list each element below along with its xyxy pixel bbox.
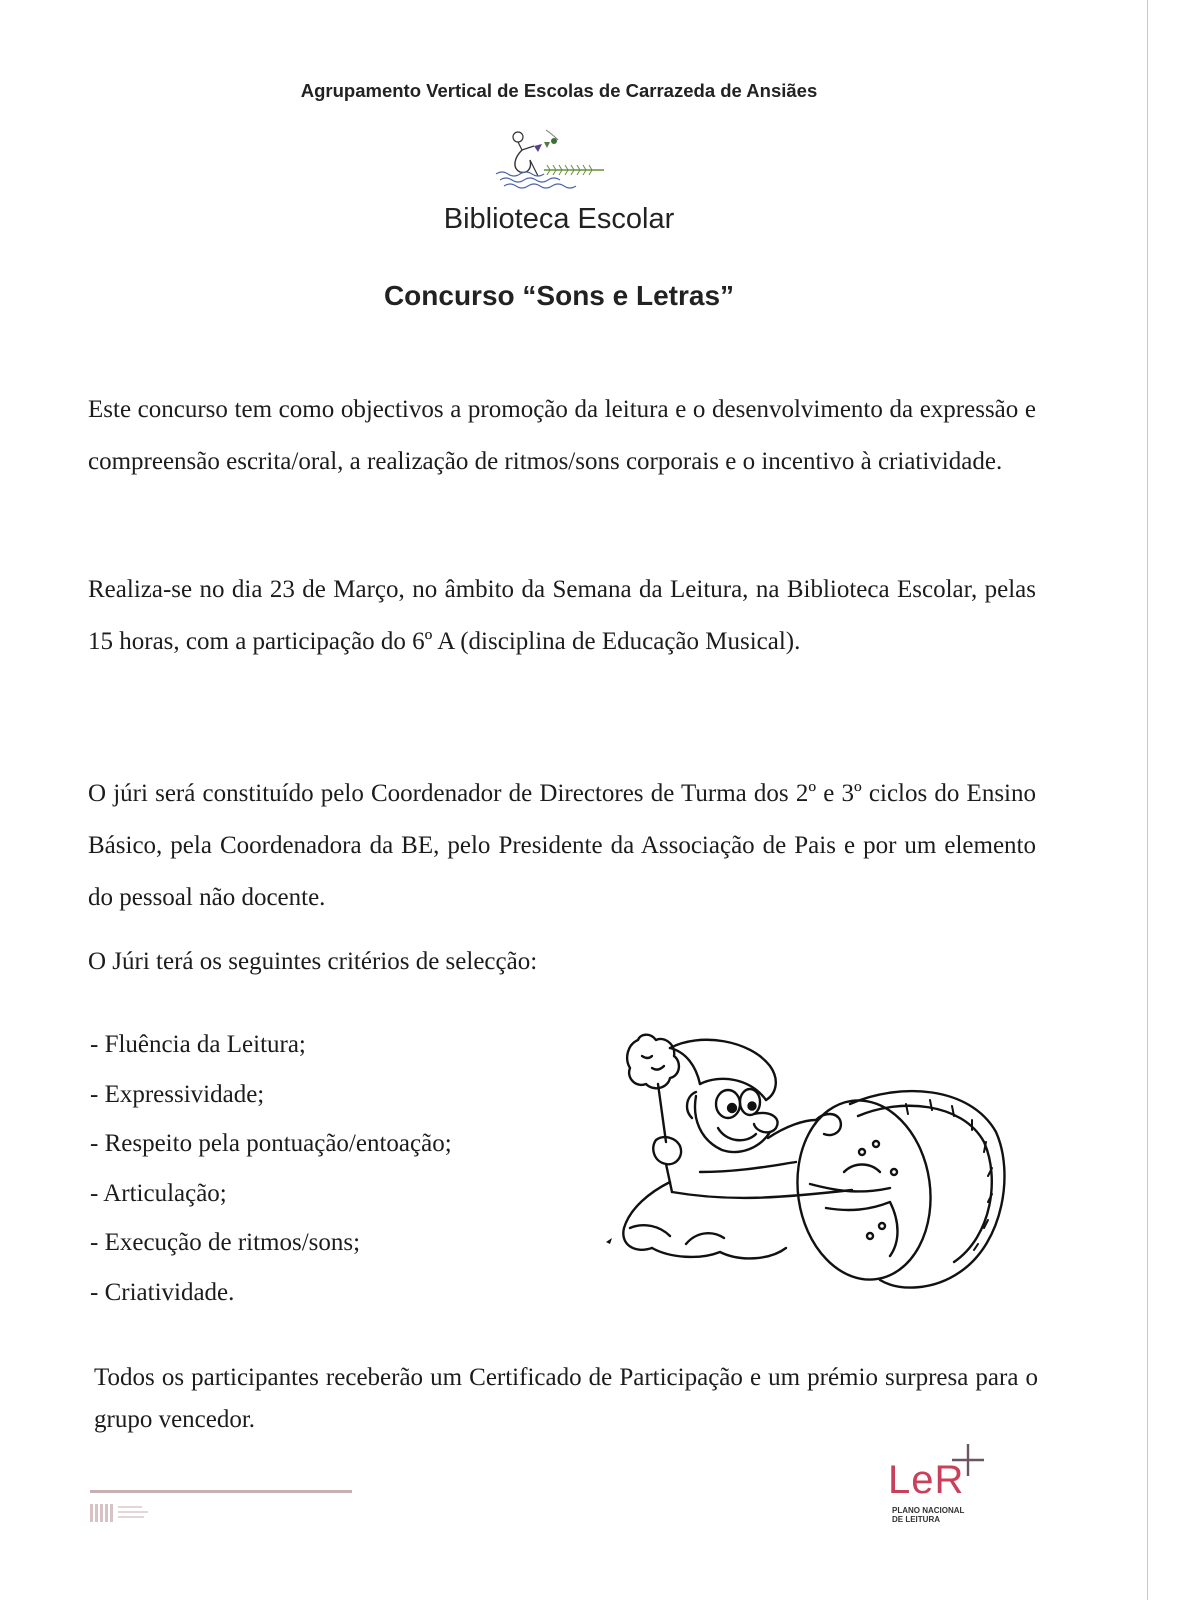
plus-icon [948,1440,988,1480]
objectives-paragraph: Este concurso tem como objectivos a promoção da leitura e o desenvolvimento da expressão e compreensão escrita/oral, a realização de ritmos/sons corporais e o incentivo à criatividade. [88,396,1036,475]
ler-subtitle [892,1506,964,1524]
criteria-list [90,1020,590,1317]
organization-name: Agrupamento Vertical de Escolas de Carrazeda de Ansiães [300,80,818,101]
page-edge [1147,0,1148,1600]
criteria-intro: O Júri terá os seguintes critérios de selecção: [88,948,538,975]
rbe-network-logo-icon [90,1502,180,1524]
ler-subtitle-line-2: DE LEITURA [892,1515,940,1524]
closing-paragraph: Todos os participantes receberão um Certificado de Participação e um prémio surpresa para o grupo vencedor. [94,1364,1038,1433]
list-item: - Execução de ritmos/sons; [90,1229,361,1256]
list-item: - Criatividade. [90,1278,235,1306]
list-item: - Expressividade; [90,1080,265,1108]
ler-plano-nacional-logo [888,1458,986,1534]
footer-divider [90,1490,352,1493]
list-item: - Fluência da Leitura; [90,1031,306,1058]
contest-title: Concurso “Sons e Letras” [383,280,735,311]
drummer-illustration-icon [600,1022,1022,1306]
ler-logo-text: LeR [888,1458,965,1502]
library-title: Biblioteca Escolar [443,203,675,235]
ler-subtitle-line-1: PLANO NACIONAL [892,1506,965,1515]
school-library-logo-icon [494,128,618,200]
list-item: - Respeito pela pontuação/entoação; [90,1130,452,1157]
list-item: - Articulação; [90,1179,227,1207]
jury-paragraph: O júri será constituído pelo Coordenador de Directores de Turma dos 2º e 3º ciclos do Ensino Básico, pela Coordenadora da BE, pelo Presidente da Associação de Pais e por um elemento do pessoal não docente. [88,780,1036,911]
schedule-paragraph: Realiza-se no dia 23 de Março, no âmbito da Semana da Leitura, na Biblioteca Escolar, pelas 15 horas, com a participação do 6º A (disciplina de Educação Musical). [88,576,1036,655]
